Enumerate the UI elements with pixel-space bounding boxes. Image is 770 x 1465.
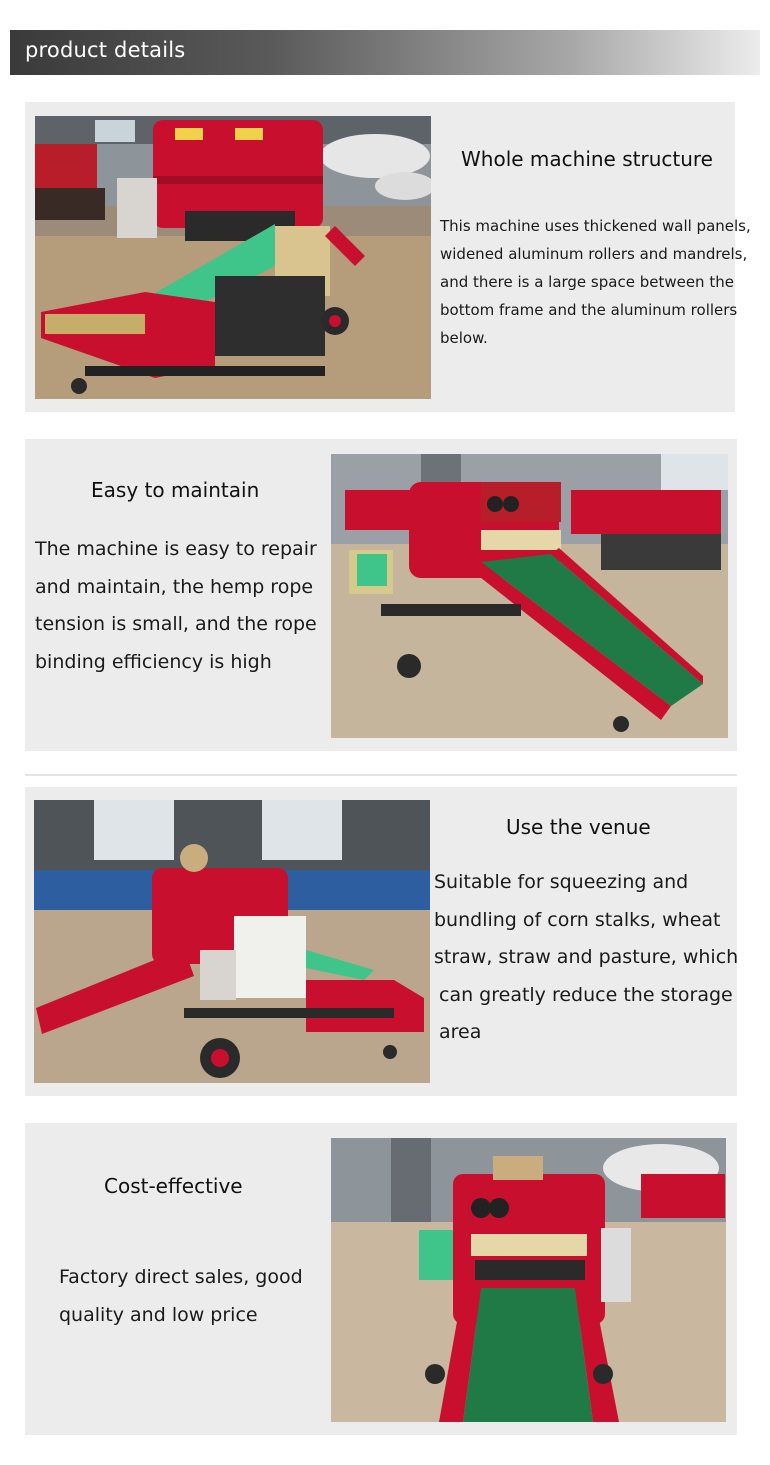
section-heading-maintain: Easy to maintain [91,478,260,502]
text-line: and maintain, the hemp rope [35,575,314,598]
machine-photo-maintain [331,454,728,738]
machine-photo-structure [35,116,431,399]
text-line: bottom frame and the aluminum rollers [440,301,738,319]
section-heading-cost: Cost-effective [104,1174,243,1198]
text-line: area [439,1021,482,1043]
text-line: binding efficiency is high [35,650,272,673]
divider-line [25,774,737,776]
text-line: Factory direct sales, good [59,1266,303,1288]
section-title: product details [25,38,186,62]
text-line: The machine is easy to repair [35,538,317,560]
text-line: widened aluminum rollers and mandrels, [440,245,748,263]
machine-photo-cost [331,1138,726,1422]
text-line: straw, straw and pasture, which [434,946,739,968]
section-heading-structure: Whole machine structure [461,147,713,171]
section-text-cost [59,1259,303,1334]
text-line: below. [440,329,488,347]
text-line: bundling of corn stalks, wheat [434,908,721,931]
section-heading-venue: Use the venue [506,815,651,839]
text-line: quality and low price [59,1303,258,1326]
text-line: can greatly reduce the storage [439,983,733,1006]
machine-photo-venue [34,800,430,1083]
text-line: This machine uses thickened wall panels, [440,217,751,235]
section-text-structure [440,212,751,352]
section-text-venue [434,864,738,1052]
text-line: Suitable for squeezing and [434,871,689,893]
text-line: tension is small, and the rope [35,613,317,635]
text-line: and there is a large space between the [440,273,734,291]
section-text-maintain [35,531,317,681]
